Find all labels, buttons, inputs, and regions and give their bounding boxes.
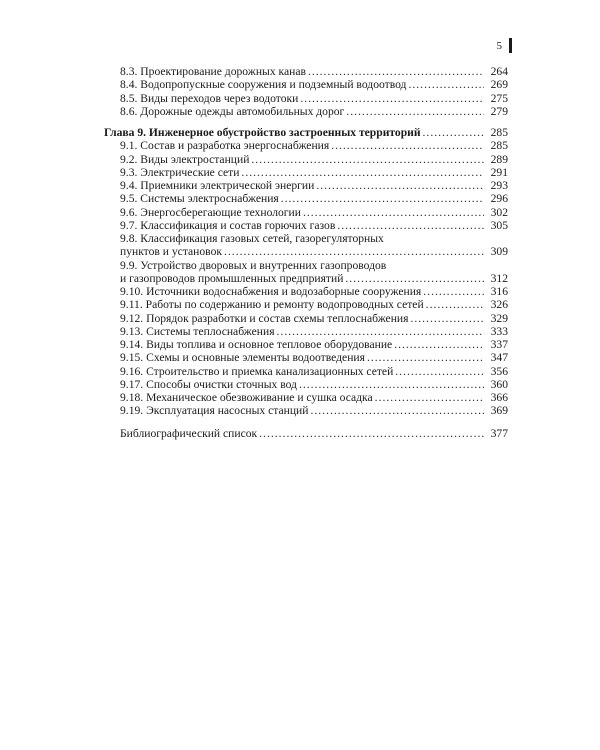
page-number: 5: [496, 39, 502, 52]
toc-entry-8-3[interactable]: [104, 65, 508, 78]
toc-leader-dots: [281, 192, 484, 205]
toc-entry-page: 360: [490, 377, 508, 391]
toc-entry-9-6[interactable]: [104, 206, 508, 219]
toc-entry-title: 9.12. Порядок разработки и состав схемы теплоснабжения: [120, 311, 409, 325]
toc-entry-title: 9.14. Виды топлива и основное тепловое оборудование: [120, 338, 393, 351]
toc-leader-dots: [426, 298, 484, 311]
toc-leader-dots: [300, 92, 484, 105]
toc-entry-page: 264: [490, 65, 508, 78]
toc-leader-dots: [308, 65, 484, 78]
toc-leader-dots: [241, 166, 484, 179]
toc-chapter-title: Глава 9. Инженерное обустройство застроенных территорий: [104, 126, 421, 139]
toc-entry-title-line2: и газопроводов промышленных предприятий: [120, 271, 344, 285]
toc-entry-9-15[interactable]: [104, 351, 508, 364]
toc-entry-page: 291: [490, 165, 508, 179]
toc-entry-page: 316: [490, 285, 508, 298]
toc-entry-title: 9.17. Способы очистки сточных вод: [120, 377, 297, 391]
toc-entry-title: 9.5. Системы электроснабжения: [120, 192, 279, 206]
toc-entry-title: 9.10. Источники водоснабжения и водозаборные сооружения: [120, 285, 422, 298]
toc-leader-dots: [395, 365, 484, 378]
toc-entry-page: 309: [490, 245, 508, 259]
toc-chapter-page: 285: [490, 126, 508, 139]
toc-leader-dots: [394, 338, 484, 351]
toc-entry-page: 366: [490, 391, 508, 404]
toc-entry-page: 302: [490, 205, 508, 219]
toc-leader-dots: [224, 245, 484, 258]
page-number-block: [497, 38, 513, 53]
toc-entry-title-line1: 9.8. Классификация газовых сетей, газорегуляторных: [120, 232, 384, 245]
toc-entry-9-16[interactable]: [104, 365, 508, 378]
toc-entry-9-3[interactable]: [104, 166, 508, 179]
toc-entry-title-line2: пунктов и установок: [120, 245, 222, 259]
toc-entry-8-6[interactable]: [104, 105, 508, 118]
toc-entry-title: 9.18. Механическое обезвоживание и сушка осадка: [120, 391, 373, 404]
toc-leader-dots: [337, 219, 484, 232]
toc-entry-9-11[interactable]: [104, 298, 508, 311]
toc-leader-dots: [410, 312, 484, 325]
toc-entry-page: 269: [490, 78, 508, 92]
toc-entry-title: 9.11. Работы по содержанию и ремонту водопроводных сетей: [120, 298, 424, 312]
toc-entry-page: 296: [490, 192, 508, 206]
toc-entry-title: 8.5. Виды переходов через водотоки: [120, 91, 299, 105]
toc-entry-9-5[interactable]: [104, 192, 508, 205]
toc-entry-page: 329: [490, 311, 508, 325]
toc-leader-dots: [303, 206, 484, 219]
toc-entry-page: 356: [490, 364, 508, 378]
toc-leader-dots: [251, 153, 484, 166]
toc-entry-page: 293: [490, 179, 508, 192]
toc-entry-9-19[interactable]: [104, 404, 508, 417]
toc-entry-title: 9.15. Схемы и основные элементы водоотведения: [120, 351, 365, 365]
toc-entry-continuation: [104, 272, 508, 285]
toc-leader-dots: [277, 325, 484, 338]
toc-entry-9-14[interactable]: [104, 338, 508, 351]
toc-entry-title: 9.2. Виды электростанций: [120, 152, 250, 166]
toc-entry-page: 347: [490, 351, 508, 365]
toc-entry-continuation: [104, 245, 508, 258]
toc-entry-9-9[interactable]: [104, 259, 508, 286]
toc-entry-9-2[interactable]: [104, 153, 508, 166]
toc-entry-8-4[interactable]: [104, 78, 508, 91]
toc-entry-title: 9.13. Системы теплоснабжения: [120, 324, 275, 338]
table-of-contents: [104, 65, 508, 440]
toc-leader-dots: [331, 139, 484, 152]
toc-leader-dots: [299, 378, 484, 391]
toc-entry-9-4[interactable]: [104, 179, 508, 192]
toc-leader-dots: [316, 179, 484, 192]
toc-entry-page: 279: [490, 104, 508, 118]
toc-entry-title-line1: 9.9. Устройство дворовых и внутренних газопроводов: [120, 258, 387, 272]
toc-entry-8-5[interactable]: [104, 92, 508, 105]
toc-entry-9-7[interactable]: [104, 219, 508, 232]
toc-leader-dots: [259, 427, 484, 440]
toc-entry-page: 326: [490, 298, 508, 312]
toc-bibliography[interactable]: [104, 427, 508, 440]
toc-entry-title: 9.4. Приемники электрической энергии: [120, 179, 315, 192]
toc-entry-9-1[interactable]: [104, 139, 508, 152]
toc-leader-dots: [310, 404, 484, 417]
toc-entry-9-17[interactable]: [104, 378, 508, 391]
toc-entry-page: 333: [490, 324, 508, 338]
toc-entry-page: 312: [490, 271, 508, 285]
page-marker-bar: [509, 38, 512, 53]
toc-leader-dots: [367, 351, 484, 364]
toc-entry-page: 337: [490, 338, 508, 351]
toc-chapter-9[interactable]: [104, 126, 508, 139]
toc-entry-9-8[interactable]: [104, 232, 508, 259]
toc-entry-page: 285: [490, 139, 508, 153]
toc-entry-page: 289: [490, 152, 508, 166]
toc-entry-9-10[interactable]: [104, 285, 508, 298]
toc-entry-9-13[interactable]: [104, 325, 508, 338]
toc-leader-dots: [423, 126, 484, 139]
toc-entry-title: 9.1. Состав и разработка энергоснабжения: [120, 139, 330, 153]
toc-entry-9-12[interactable]: [104, 312, 508, 325]
toc-entry-9-18[interactable]: [104, 391, 508, 404]
toc-entry-title: 8.4. Водопропускные сооружения и подземный водоотвод: [120, 78, 407, 92]
toc-entry-page: 305: [490, 218, 508, 232]
toc-entry-title: 9.19. Эксплуатация насосных станций: [120, 404, 309, 418]
toc-leader-dots: [346, 105, 484, 118]
toc-leader-dots: [375, 391, 484, 404]
toc-bibliography-page: 377: [490, 426, 508, 440]
toc-entry-title: 9.6. Энергосберегающие технологии: [120, 205, 301, 219]
toc-entry-title: 8.3. Проектирование дорожных канав: [120, 65, 306, 78]
toc-entry-title: 8.6. Дорожные одежды автомобильных дорог: [120, 104, 345, 118]
toc-bibliography-title: Библиографический список: [120, 426, 258, 440]
toc-entry-title: 9.16. Строительство и приемка канализационных сетей: [120, 364, 394, 378]
toc-entry-title: 9.3. Электрические сети: [120, 165, 240, 179]
toc-leader-dots: [423, 285, 484, 298]
toc-entry-page: 275: [490, 91, 508, 105]
toc-leader-dots: [408, 78, 484, 91]
toc-leader-dots: [345, 272, 484, 285]
toc-entry-title: 9.7. Классификация и состав горючих газов: [120, 218, 336, 232]
toc-entry-page: 369: [490, 404, 508, 418]
